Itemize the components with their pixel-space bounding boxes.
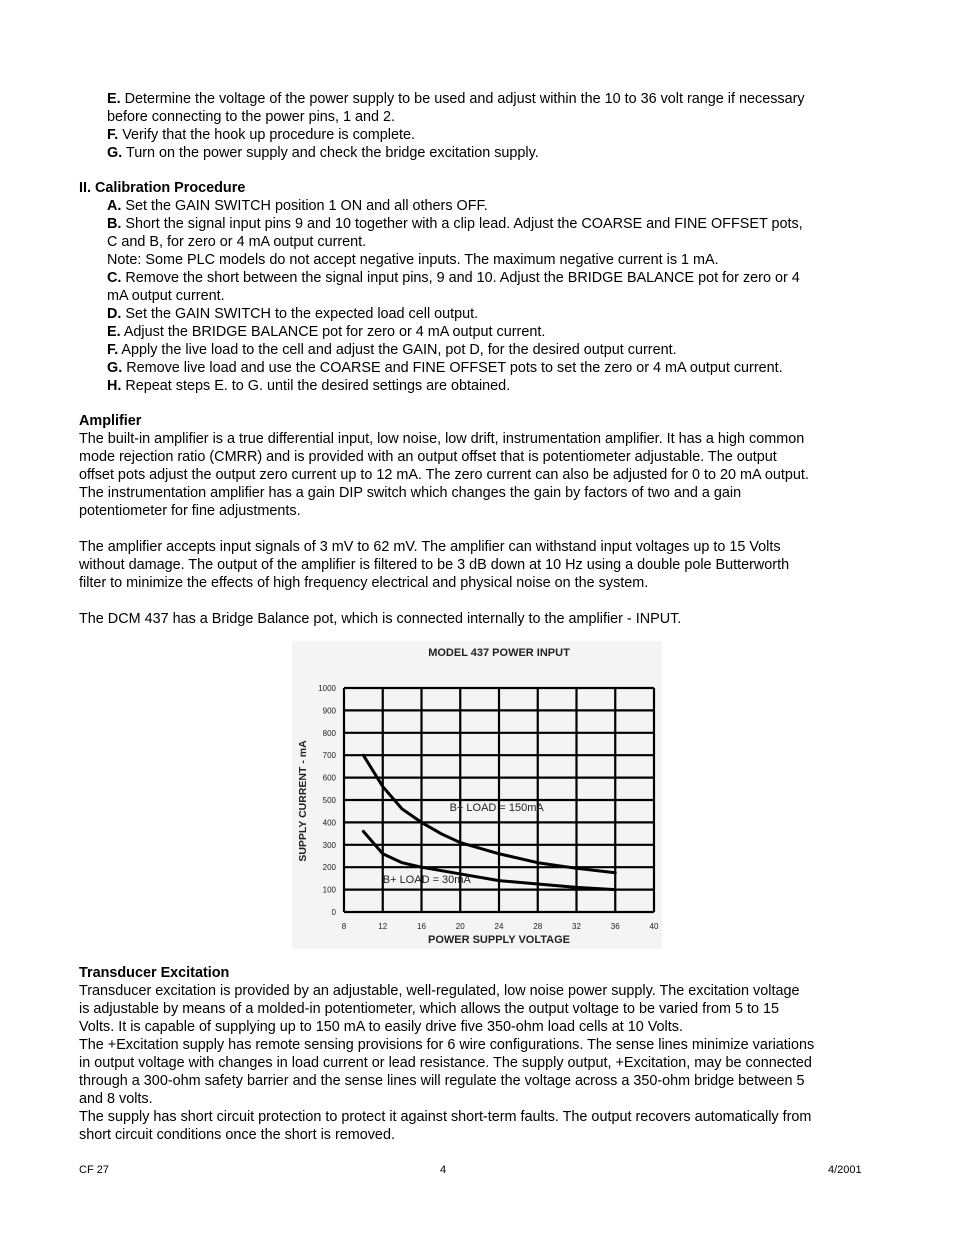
x-axis-label: POWER SUPPLY VOLTAGE	[427, 934, 571, 946]
amplifier-paragraph-2: The amplifier accepts input signals of 3 mV to 62 mV. The amplifier can withstand input voltages up to 15 Volts without damage. The output of the amplifier is filtered to be 3 dB down at 10 Hz using a double pole Butterworth filter to minimize the effects of high frequency electrical and physical noise on the system.	[79, 539, 790, 591]
calibration-step-c: C. Remove the short between the signal input pins, 9 and 10. Adjust the BRIDGE BALANCE pot for zero or 4 mA output current.	[107, 270, 800, 304]
y-tick-label: 400	[322, 818, 336, 828]
amplifier-heading: Amplifier	[79, 413, 142, 429]
calibration-step-b: B. Short the signal input pins 9 and 10 together with a clip lead. Adjust the COARSE and FINE OFFSET pots, C and B, for zero or 4 mA output current.	[107, 216, 803, 250]
transducer-paragraph: Transducer excitation is provided by an adjustable, well-regulated, low noise power supply. The excitation voltage is adjustable by means of a molded-in potentiometer, which allows the output voltage to be varied from 5 to 15 Volts. It is capable of supplying up to 150 mA to easily drive five 350-ohm load cells at 10 Volts. The +Excitation supply has remote sensing provisions for 6 wire configurations. The sense lines minimize variations in output voltage with changes in load current or lead resistance. The supply output, +Excitation, may be connected through a 300-ohm safety barrier and the sense lines will regulate the voltage across a 350-ohm bridge between 5 and 8 volts. The supply has short circuit protection to protect it against short-term faults. The output recovers automatically from short circuit conditions once the short is removed.	[79, 983, 815, 1143]
y-tick-label: 800	[322, 728, 336, 738]
amplifier-paragraph-1: The built-in amplifier is a true differential input, low noise, low drift, instrumentation amplifier. It has a high common mode rejection ratio (CMRR) and is provided with an output offset that is potentiometer adjustable. The output offset pots adjust the output zero current up to 12 mA. The zero current can also be adjusted for 0 to 20 mA output. The instrumentation amplifier has a gain DIP switch which changes the gain by factors of two and a gain potentiometer for fine adjustments.	[79, 431, 809, 519]
x-tick-label: 28	[533, 922, 543, 931]
y-tick-label: 1000	[318, 684, 336, 693]
calibration-step-f: F. Apply the live load to the cell and adjust the GAIN, pot D, for the desired output current.	[107, 342, 677, 358]
y-axis-label: SUPPLY CURRENT - mA	[297, 740, 309, 862]
x-tick-label: 8	[341, 922, 347, 931]
y-tick-label: 900	[322, 706, 336, 716]
step-top-f: F. Verify that the hook up procedure is complete.	[107, 127, 415, 143]
x-tick-label: 36	[610, 922, 620, 931]
calibration-step-g: G. Remove live load and use the COARSE and FINE OFFSET pots to set the zero or 4 mA output current.	[107, 360, 783, 376]
y-tick-label: 300	[322, 840, 336, 850]
x-tick-label: 24	[494, 922, 504, 931]
y-tick-label: 500	[322, 796, 336, 805]
step-top-g: G. Turn on the power supply and check the bridge excitation supply.	[107, 145, 539, 161]
amplifier-paragraph-3: The DCM 437 has a Bridge Balance pot, which is connected internally to the amplifier - INPUT.	[79, 611, 682, 627]
step-top-e: E. Determine the voltage of the power supply to be used and adjust within the 10 to 36 volt range if necessary before connecting to the power pins, 1 and 2.	[107, 91, 805, 125]
x-tick-label: 16	[417, 922, 426, 931]
x-tick-label: 40	[649, 922, 659, 931]
calibration-heading: II. Calibration Procedure	[79, 180, 246, 196]
footer-page-number: 4	[440, 1164, 447, 1176]
x-tick-label: 12	[378, 922, 388, 931]
chart-title: MODEL 437 POWER INPUT	[428, 647, 570, 659]
y-tick-label: 700	[322, 751, 336, 761]
calibration-step-a: A. Set the GAIN SWITCH position 1 ON and all others OFF.	[107, 198, 488, 214]
calibration-note: Note: Some PLC models do not accept negative inputs. The maximum negative current is 1 mA.	[107, 252, 719, 268]
x-tick-label: 20	[455, 922, 465, 931]
calibration-step-d: D. Set the GAIN SWITCH to the expected load cell output.	[107, 306, 479, 322]
transducer-heading: Transducer Excitation	[79, 965, 230, 981]
power-input-chart	[292, 641, 662, 949]
y-tick-label: 600	[322, 773, 336, 783]
series-label-1: B+ LOAD = 150mA	[449, 802, 544, 815]
series-label-2: B+ LOAD = 30mA	[382, 873, 471, 886]
calibration-step-h: H. Repeat steps E. to G. until the desired settings are obtained.	[107, 378, 511, 394]
x-tick-label: 32	[572, 922, 581, 931]
y-tick-label: 200	[322, 863, 336, 873]
y-tick-label: 0	[331, 908, 336, 917]
footer-date: 4/2001	[828, 1164, 862, 1176]
calibration-step-e: E. Adjust the BRIDGE BALANCE pot for zero or 4 mA output current.	[107, 324, 546, 340]
y-tick-label: 100	[322, 885, 336, 895]
footer-doc-id: CF 27	[79, 1164, 109, 1176]
